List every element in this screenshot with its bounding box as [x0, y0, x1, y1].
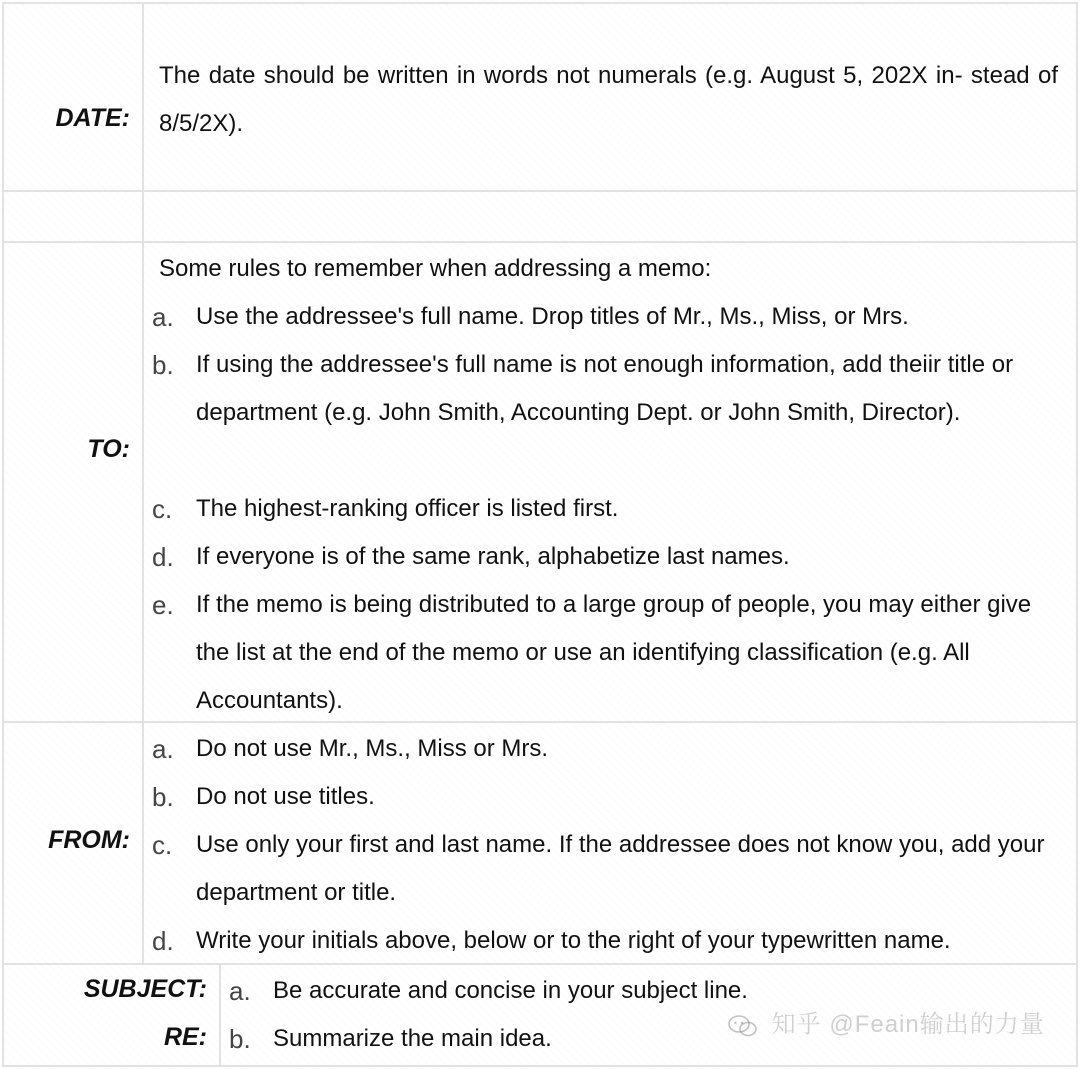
- to-list-item-b: [152, 341, 1058, 437]
- to-item-e-marker: e.: [152, 590, 174, 620]
- from-list-item-b: [152, 773, 1058, 821]
- spacer-content-cell: [144, 192, 1076, 241]
- watermark: [728, 1004, 1045, 1039]
- to-row: [4, 243, 1076, 723]
- from-content-cell: [144, 723, 1076, 963]
- to-item-a-marker: a.: [152, 302, 174, 332]
- to-item-a-text: Use the addressee's full name. Drop titles of Mr., Ms., Miss, or Mrs.: [196, 303, 909, 330]
- to-item-b-marker: b.: [152, 350, 174, 380]
- watermark-text: 知乎 @Feain输出的力量: [771, 1011, 1045, 1038]
- to-label-cell: [4, 243, 144, 721]
- from-label-cell: [4, 723, 144, 963]
- subject-item-b-text: Summarize the main idea.: [273, 1025, 552, 1052]
- date-row: [4, 4, 1076, 192]
- from-row: [4, 723, 1076, 965]
- from-item-b-text: Do not use titles.: [196, 783, 375, 810]
- to-content-cell: [144, 243, 1076, 721]
- spacer-label-cell: [4, 192, 144, 241]
- to-item-d-text: If everyone is of the same rank, alphabetize last names.: [196, 543, 790, 570]
- to-label: TO:: [87, 435, 130, 463]
- date-rule-text: The date should be written in words not numerals (e.g. August 5, 202X in- stead of 8/5/2X).: [159, 62, 1058, 137]
- to-item-b-text: If using the addressee's full name is not enough information, add theiir title or department (e.g. John Smith, Accounting Dept. or John Smith, Director).: [196, 351, 1014, 426]
- date-label: DATE:: [55, 104, 130, 132]
- from-list-item-d: [152, 917, 1058, 965]
- from-label: FROM:: [48, 826, 130, 854]
- from-item-c-marker: c.: [152, 830, 173, 860]
- to-item-e-text: If the memo is being distributed to a large group of people, you may either give the list at the end of the memo or use an identifying classification (e.g. All Accountants).: [196, 591, 1032, 714]
- from-item-a-text: Do not use Mr., Ms., Miss or Mrs.: [196, 735, 549, 762]
- to-list-item-c: [152, 485, 1058, 533]
- to-item-c-marker: c.: [152, 494, 173, 524]
- from-list-item-c: [152, 821, 1058, 917]
- to-item-c-text: The highest-ranking officer is listed first.: [196, 495, 619, 522]
- date-content-cell: [144, 4, 1076, 190]
- spacer-row: [4, 192, 1076, 243]
- from-item-a-marker: a.: [152, 734, 174, 764]
- wechat-icon: [728, 1015, 758, 1037]
- to-list-item-e: [152, 581, 1058, 725]
- to-list-item-d: [152, 533, 1058, 581]
- memo-guidelines-table: [2, 2, 1078, 1067]
- to-item-d-marker: d.: [152, 542, 174, 572]
- subject-item-b-marker: b.: [229, 1024, 251, 1054]
- date-label-cell: [4, 4, 144, 190]
- to-list-item-a: [152, 293, 1058, 341]
- from-list-item-a: [152, 725, 1058, 773]
- subject-item-a-text: Be accurate and concise in your subject line.: [273, 977, 748, 1004]
- re-label: RE:: [163, 1023, 207, 1051]
- from-item-c-text: Use only your first and last name. If the addressee does not know you, add your department or title.: [196, 831, 1045, 906]
- to-intro-text: Some rules to remember when addressing a memo:: [159, 255, 712, 282]
- from-item-b-marker: b.: [152, 782, 174, 812]
- from-item-d-marker: d.: [152, 926, 174, 956]
- subject-item-a-marker: a.: [229, 976, 251, 1006]
- subject-label-cell: [4, 965, 221, 1065]
- subject-label: SUBJECT:: [83, 975, 207, 1003]
- from-item-d-text: Write your initials above, below or to the right of your typewritten name.: [196, 927, 951, 954]
